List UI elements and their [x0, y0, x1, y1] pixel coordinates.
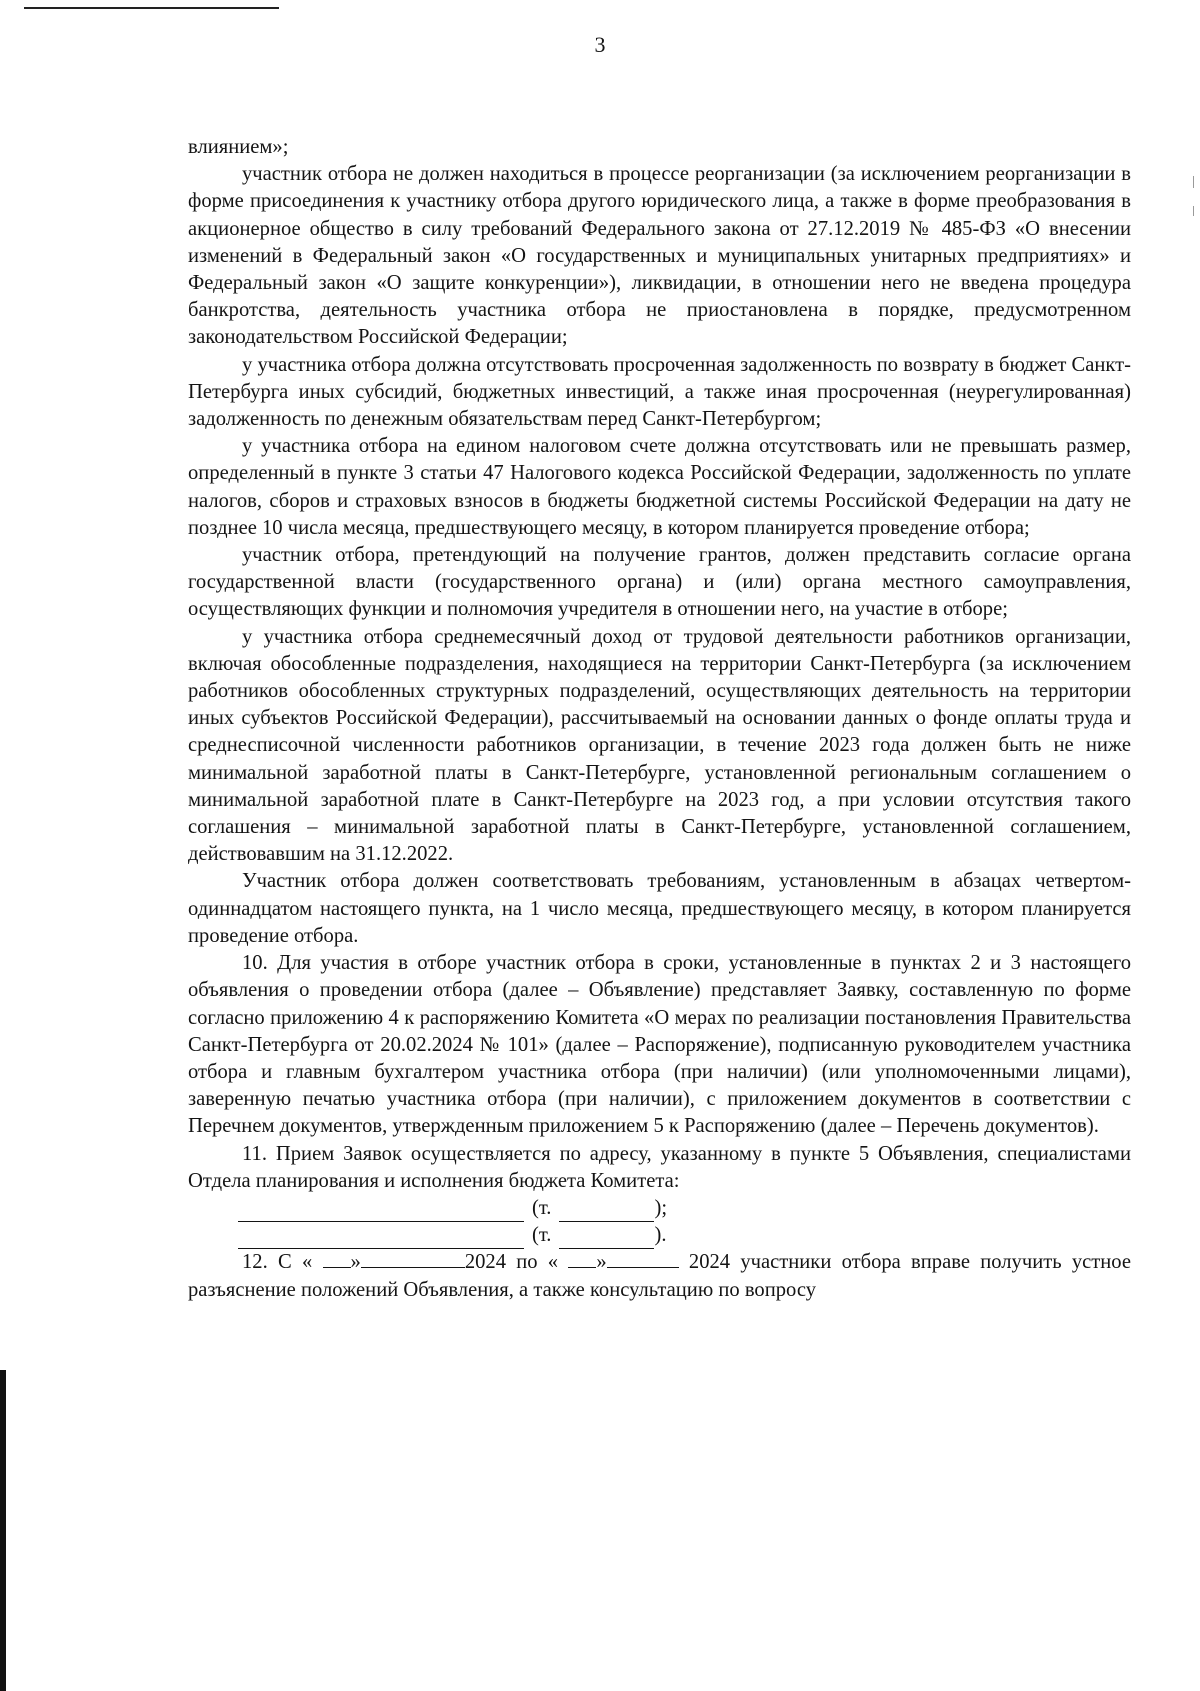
paragraph: 11. Прием Заявок осуществляется по адресу, указанному в пункте 5 Объявления, специалистами Отдела планирования и исполнения бюджета Комитета: — [188, 1142, 1131, 1192]
quote-close: » — [596, 1251, 607, 1274]
right-scan-mark — [1193, 206, 1194, 216]
blank-field — [607, 1249, 679, 1268]
paragraph: у участника отбора на едином налоговом счете должна отсутствовать или не превышать размер, определенный в пункте 3 статьи 47 Налогового кодекса Российской Федерации, задолженность по уплате налогов, сборов и страховых взносов в бюджеты бюджетной системы Российской Федерации на дату не позднее 10 числа месяца, предшествующего месяцу, в котором планируется проведение отбора; — [188, 435, 1131, 539]
phone-suffix: ). — [654, 1224, 667, 1247]
phone-suffix: ); — [654, 1196, 668, 1219]
right-scan-mark — [1193, 176, 1194, 188]
contact-line — [188, 1222, 1131, 1249]
item12-start: 12. С « — [242, 1251, 313, 1274]
blank-field — [568, 1249, 596, 1268]
paragraph: у участника отбора среднемесячный доход от трудовой деятельности работников организации, включая обособленные подразделения, находящиеся на территории Санкт-Петербурга (за исключением работников обособленных структурных подразделений, осуществляющих деятельность на территории иных субъектов Российской Федерации), рассчитываемый на основании данных о фонде оплаты труда и среднесписочной численности работников организации, в течение 2023 года должен быть не ниже минимальной заработной платы в Санкт-Петербурге, установленной региональным соглашением о минимальной заработной плате в Санкт-Петербурге на 2023 год, а при условии отсутствия такого соглашения – минимальной заработной платы в Санкт-Петербурге, установленной соглашением, действовавшим на 31.12.2022. — [188, 625, 1131, 866]
blank-field — [559, 1228, 654, 1249]
blank-field — [238, 1228, 524, 1249]
document-body — [188, 134, 1131, 1304]
blank-field — [361, 1249, 465, 1268]
paragraph: 10. Для участия в отборе участник отбора в сроки, установленные в пунктах 2 и 3 настоящего объявления о проведении отбора (далее – Объявление) представляет Заявку, составленную по форме согласно приложению 4 к распоряжению Комитета «О мерах по реализации постановления Правительства Санкт-Петербурга от 20.02.2024 № 101» (далее – Распоряжение), подписанную руководителем участника отбора и главным бухгалтером участника отбора (при наличии) (или уполномоченными лицами), заверенную печатью участника отбора (при наличии), с приложением документов в соответствии с Перечнем документов, утвержденным приложением 5 к Распоряжению (далее – Перечень документов). — [188, 952, 1131, 1138]
paragraph: участник отбора, претендующий на получение грантов, должен представить согласие органа государственной власти (государственного органа) и (или) органа местного самоуправления, осуществляющих функции и полномочия учредителя в отношении него, на участие в отборе; — [188, 544, 1131, 621]
paragraph: у участника отбора должна отсутствовать просроченная задолженность по возврату в бюджет Санкт-Петербурга иных субсидий, бюджетных инвестиций, а также иная просроченная (неурегулированная) задолженность по денежным обязательствам перед Санкт-Петербургом; — [188, 353, 1131, 431]
phone-prefix: (т. — [532, 1224, 552, 1247]
paragraph: Участник отбора должен соответствовать требованиям, установленным в абзацах четвертом-одиннадцатом настоящего пункта, на 1 число месяца, предшествующего месяцу, в котором планируется проведение отбора. — [188, 870, 1131, 947]
item12-rest: 2024 участники отбора вправе получить устное разъяснение положений Объявления, а также консультацию по вопросу — [188, 1251, 1131, 1301]
left-scan-edge — [0, 1370, 6, 1691]
blank-field — [323, 1249, 351, 1268]
quote-close: » — [350, 1251, 361, 1274]
page-number: 3 — [594, 32, 606, 57]
blank-field — [238, 1201, 524, 1222]
phone-prefix: (т. — [532, 1196, 552, 1219]
paragraph-item-12 — [188, 1249, 1131, 1303]
contact-line — [188, 1195, 1131, 1222]
blank-field — [559, 1201, 654, 1222]
paragraph: участник отбора не должен находиться в процессе реорганизации (за исключением реорганизации в форме присоединения к участнику отбора другого юридического лица, а также в форме преобразования в акционерное общество в силу требований Федерального закона от 27.12.2019 № 485-ФЗ «О внесении изменений в Федеральный закон «О государственных и муниципальных унитарных предприятиях» и Федеральный закон «О защите конкуренции»), ликвидации, в отношении него не введена процедура банкротства, деятельность участника отбора не приостановлена в порядке, предусмотренном законодательством Российской Федерации; — [188, 163, 1131, 349]
paragraph: влиянием»; — [188, 136, 289, 158]
item12-year: 2024 по « — [464, 1251, 559, 1274]
top-border-line — [24, 7, 279, 9]
